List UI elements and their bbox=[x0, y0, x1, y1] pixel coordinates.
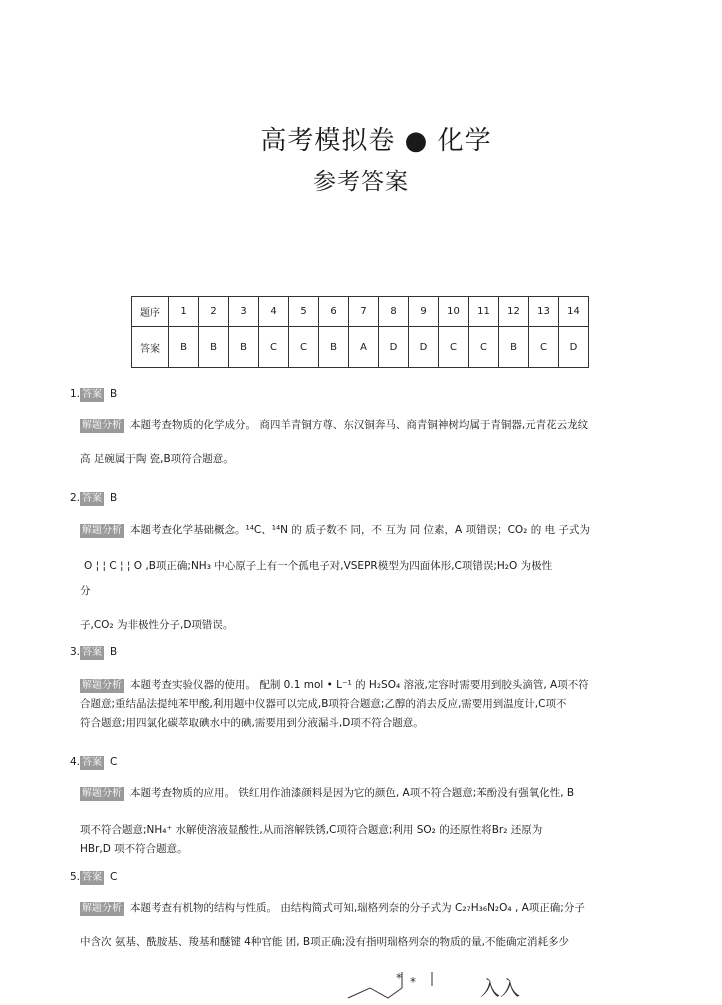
analysis-tag: 解题分析 bbox=[82, 525, 122, 536]
analysis-text: 子,CO₂ 为非极性分子,D项错误。 bbox=[80, 619, 234, 631]
answer-table bbox=[131, 296, 589, 368]
answer-value: B bbox=[110, 646, 118, 658]
analysis-text: 合题意;重结晶法提纯苯甲酸,利用题中仪器可以完成,B项符合题意;乙醇的消去反应,需要用到温度计,C项不 bbox=[80, 698, 567, 710]
answer-cell: B bbox=[169, 327, 199, 368]
answer-value: B bbox=[110, 492, 118, 504]
analysis-text: 本题考查物质的化学成分。 商四羊青铜方尊、东汉铜奔马、商青铜神树均属于青铜器,元青花云龙纹 bbox=[130, 419, 589, 431]
question-3-analysis-line bbox=[80, 677, 589, 693]
number-cell: 10 bbox=[439, 297, 469, 327]
number-cell: 14 bbox=[559, 297, 589, 327]
question-number: 1. bbox=[70, 388, 81, 400]
analysis-tag: 解题分析 bbox=[82, 903, 122, 914]
question-1-answer-line bbox=[70, 388, 117, 402]
analysis-tag: 解题分析 bbox=[82, 420, 122, 431]
number-cell: 6 bbox=[319, 297, 349, 327]
table-row-answers bbox=[132, 327, 589, 368]
analysis-text: 项不符合题意;NH₄⁺ 水解使溶液显酸性,从而溶解铁锈,C项符合题意;利用 SO₂ 的还原性将Br₂ 还原为 bbox=[80, 824, 543, 836]
answer-value: C bbox=[110, 756, 118, 768]
answer-cell: C bbox=[529, 327, 559, 368]
analysis-text: 本题考查有机物的结构与性质。 由结构简式可知,瑞格列奈的分子式为 C₂₇H₃₆N₂O₄ , A项正确;分子 bbox=[130, 902, 585, 914]
number-cell: 2 bbox=[199, 297, 229, 327]
number-cell: 1 bbox=[169, 297, 199, 327]
number-cell: 4 bbox=[259, 297, 289, 327]
question-number: 5. bbox=[70, 871, 81, 883]
question-4-analysis-line bbox=[80, 785, 574, 801]
answer-tag: 答案 bbox=[82, 757, 103, 768]
answer-value: C bbox=[110, 871, 118, 883]
answer-value: B bbox=[110, 388, 118, 400]
answer-cell: C bbox=[289, 327, 319, 368]
analysis-text: 本题考查实验仪器的使用。 配制 0.1 mol • L⁻¹ 的 H₂SO₄ 溶液,定容时需要用到胶头滴管, A项不符 bbox=[130, 679, 589, 691]
answer-tag: 答案 bbox=[82, 872, 103, 883]
svg-text:*: * bbox=[396, 971, 402, 985]
number-cell: 3 bbox=[229, 297, 259, 327]
row-label: 答案 bbox=[132, 327, 169, 368]
answer-tag: 答案 bbox=[82, 647, 103, 658]
page-subtitle: 参考答案 bbox=[313, 169, 409, 195]
answer-cell: D bbox=[559, 327, 589, 368]
question-2-answer-line bbox=[70, 492, 117, 506]
number-cell: 7 bbox=[349, 297, 379, 327]
answer-cell: B bbox=[229, 327, 259, 368]
analysis-text: 高 足碗属于陶 瓷,B项符合题意。 bbox=[80, 453, 234, 465]
answer-cell: C bbox=[469, 327, 499, 368]
number-cell: 5 bbox=[289, 297, 319, 327]
answer-tag: 答案 bbox=[82, 493, 103, 504]
question-2-analysis-line bbox=[80, 522, 590, 538]
answer-cell: B bbox=[319, 327, 349, 368]
analysis-text: O ¦ ¦ C ¦ ¦ O ,B项正确;NH₃ 中心原子上有一个孤电子对,VSEPR模型为四面体形,C项错误;H₂O 为极性 bbox=[84, 560, 553, 572]
question-5-answer-line bbox=[70, 871, 117, 885]
svg-text:*: * bbox=[410, 975, 416, 989]
answer-cell: C bbox=[439, 327, 469, 368]
number-cell: 9 bbox=[409, 297, 439, 327]
number-cell: 8 bbox=[379, 297, 409, 327]
svg-text:入入: 入入 bbox=[480, 976, 520, 1000]
answer-cell: D bbox=[409, 327, 439, 368]
table-row-numbers bbox=[132, 297, 589, 327]
answer-tag: 答案 bbox=[82, 389, 103, 400]
question-4-answer-line bbox=[70, 756, 117, 770]
answer-cell: D bbox=[379, 327, 409, 368]
answer-cell: B bbox=[199, 327, 229, 368]
question-number: 3. bbox=[70, 646, 81, 658]
analysis-tag: 解题分析 bbox=[82, 788, 122, 799]
question-1-analysis-line bbox=[80, 417, 588, 433]
number-cell: 12 bbox=[499, 297, 529, 327]
number-cell: 13 bbox=[529, 297, 559, 327]
question-number: 4. bbox=[70, 756, 81, 768]
row-label: 题序 bbox=[132, 297, 169, 327]
analysis-text: HBr,D 项不符合题意。 bbox=[80, 843, 188, 855]
answer-cell: C bbox=[259, 327, 289, 368]
question-5-analysis-line bbox=[80, 900, 585, 916]
question-3-answer-line bbox=[70, 646, 117, 660]
page-title: 高考模拟卷 ● 化学 bbox=[260, 126, 492, 156]
answer-cell: B bbox=[499, 327, 529, 368]
analysis-text: 中含次 氨基、酰胺基、羧基和醚键 4种官能 团, B项正确;没有指明瑞格列奈的物质的量,不能确定消耗多少 bbox=[80, 936, 569, 948]
structure-fragment-icon bbox=[340, 960, 540, 1005]
analysis-text: 分 bbox=[80, 585, 91, 597]
analysis-text: 本题考查物质的应用。 铁红用作油漆颜料是因为它的颜色, A项不符合题意;苯酚没有强氧化性, B bbox=[130, 787, 575, 799]
number-cell: 11 bbox=[469, 297, 499, 327]
question-number: 2. bbox=[70, 492, 81, 504]
analysis-tag: 解题分析 bbox=[82, 680, 122, 691]
answer-cell: A bbox=[349, 327, 379, 368]
analysis-text: 本题考查化学基础概念。¹⁴C、¹⁴N 的 质子数不 同，不 互为 同 位素，A 项错误；CO₂ 的 电 子式为 bbox=[130, 524, 590, 536]
analysis-text: 符合题意;用四氯化碳萃取碘水中的碘,需要用到分液漏斗,D项不符合题意。 bbox=[80, 717, 424, 729]
